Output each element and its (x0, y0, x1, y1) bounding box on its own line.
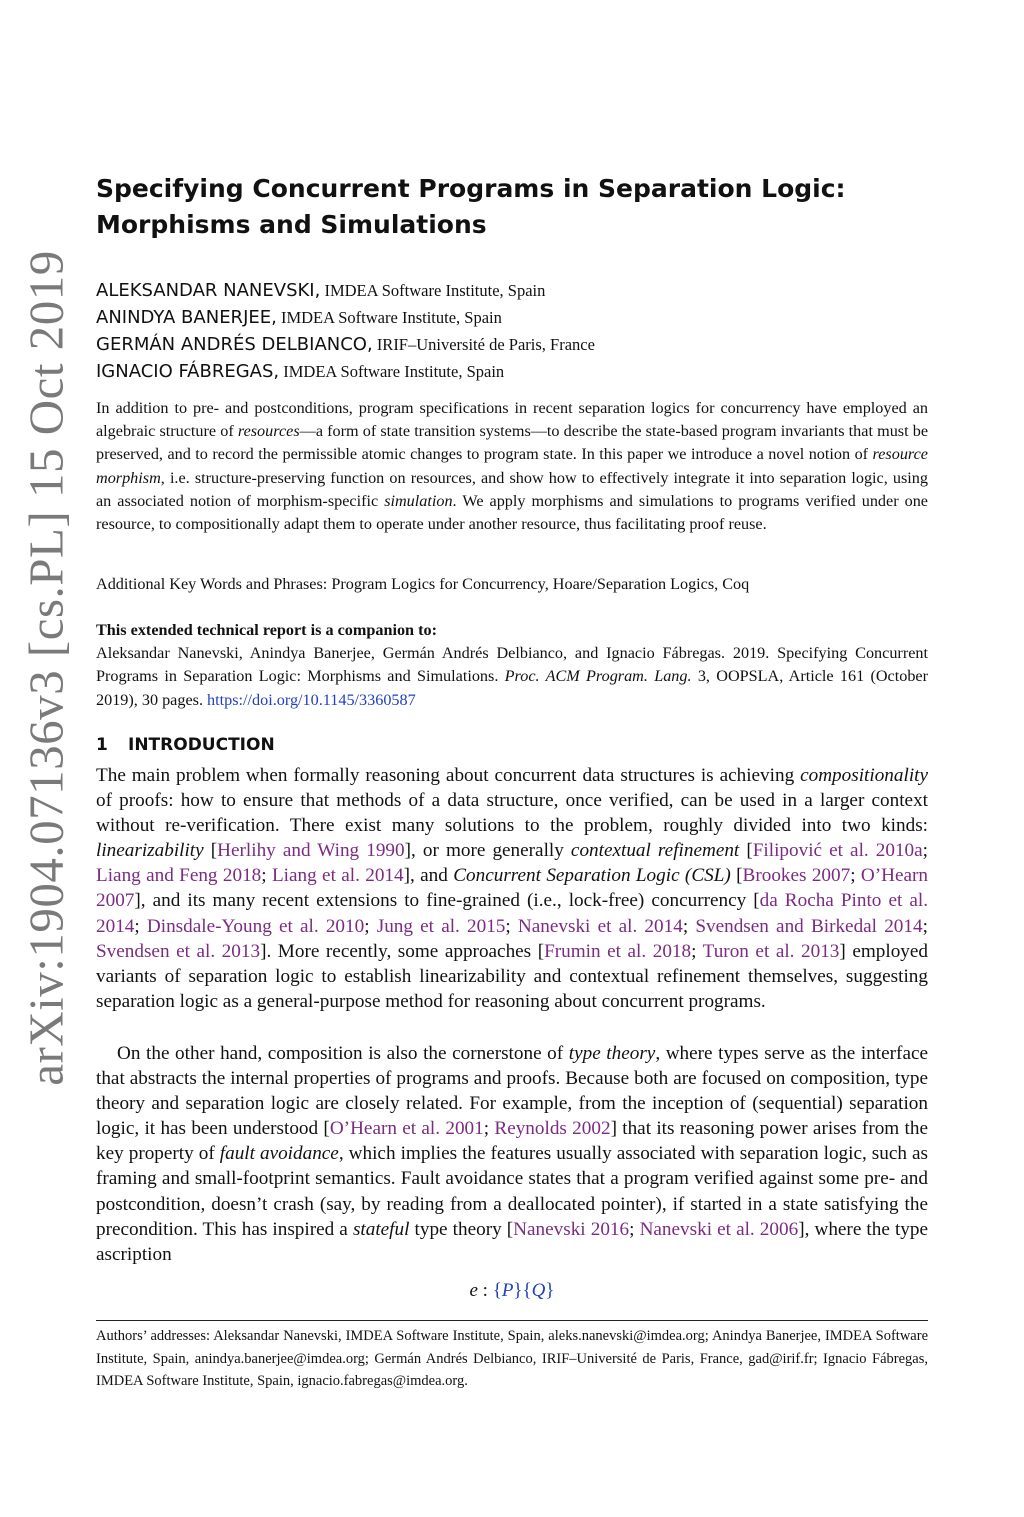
keywords: Additional Key Words and Phrases: Program Logics for Concurrency, Hoare/Separation Logics, Coq (96, 575, 750, 593)
author-entry (96, 304, 928, 331)
citation-separator: ; (850, 865, 861, 887)
footnote-divider (96, 1320, 928, 1321)
abstract-text: —a form of state transition systems—to describe the state-based program invariants that must be preserved, and to record the permissible atomic changes to program state. In this paper we introduce a novel notion of (96, 422, 929, 464)
intro-paragraph-1 (96, 763, 928, 1014)
paragraph-emphasis: contextual refinement (570, 840, 740, 862)
paragraph-text: , which implies the features usually associated with separation logic, such as framing and small-footprint semantics. Fault avoidance states that a program verified against some pre- and postcondition, doesn’t crash (say, by reading from a deallocated pointer), if started in a state satisfying the precondition. This has inspired a (96, 1143, 928, 1240)
intro-paragraph-2 (96, 1041, 928, 1267)
citation-link[interactable]: Nanevski et al. 2014 (517, 915, 683, 937)
author-name: ANINDYA BANERJEE, (96, 307, 277, 328)
type-ascription-equation (96, 1280, 928, 1302)
citation-separator: ; (505, 915, 518, 937)
paragraph-emphasis: type theory (568, 1043, 656, 1064)
companion-text: 3, OOPSLA, Article 161 (October 2019), 30 pages. (96, 667, 928, 709)
author-affiliation: IRIF–Université de Paris, France (372, 335, 595, 354)
citation-separator: ; (629, 1218, 640, 1240)
equation-brace: { (522, 1280, 532, 1301)
equation-precondition: P (501, 1280, 514, 1301)
citation-separator: ; (364, 915, 377, 937)
paragraph-emphasis: compositionality (800, 765, 928, 786)
section-heading (96, 733, 928, 757)
arxiv-sidebar (0, 0, 90, 1517)
equation-brace: } (513, 1280, 523, 1301)
doi-link[interactable]: https://doi.org/10.1145/3360587 (207, 690, 416, 709)
paragraph-text: ], where the type ascription (96, 1218, 929, 1265)
citation-link[interactable]: Herlihy and Wing 1990 (217, 840, 405, 862)
citation-link[interactable]: da Rocha Pinto et al. 2014 (96, 890, 929, 937)
citation-link[interactable]: Liang and Feng 2018 (96, 865, 262, 887)
abstract (96, 397, 928, 536)
citation-link[interactable]: Frumin et al. 2018 (544, 940, 692, 962)
paragraph-text: The main problem when formally reasoning about concurrent data structures is achieving (96, 765, 801, 786)
paragraph-text: ] employed variants of separation logic to establish linearizability and contextual refinement themselves, suggesting separation logic as a general-purpose method for reasoning about concurrent programs. (96, 940, 929, 1012)
citation-link[interactable]: Liang et al. 2014 (271, 865, 404, 887)
abstract-text: In addition to pre- and postconditions, program specifications in recent separation logics for concurrency have employed an algebraic structure of (96, 399, 928, 441)
author-affiliation: IMDEA Software Institute, Spain (276, 308, 502, 327)
title-line-2: Morphisms and Simulations (96, 210, 487, 239)
citation-separator: ; (922, 915, 928, 937)
paragraph-text: ], and its many recent extensions to fine-grained (i.e., lock-free) concurrency [ (134, 890, 760, 912)
paragraph-text: [ (730, 865, 743, 887)
citation-link[interactable]: Filipović et al. 2010a (752, 840, 923, 862)
abstract-text: . We apply morphisms and simulations to programs verified under one resource, to compositionally adapt them to operate under another resource, thus facilitating proof reuse. (96, 491, 928, 534)
citation-link[interactable]: O’Hearn et al. 2001 (329, 1118, 484, 1140)
equation-colon: : (477, 1280, 493, 1301)
citation-separator: ; (483, 1118, 495, 1140)
author-affiliation: IMDEA Software Institute, Spain (279, 362, 505, 381)
paragraph-text: , where types serve as the interface that abstracts the internal properties of programs and proofs. Because both are focused on composition, type theory and separation logic are closely related. For example, from the inception of (sequential) separation logic, it has been understood [ (96, 1043, 928, 1140)
citation-link[interactable]: Svendsen et al. 2013 (96, 940, 261, 962)
author-name: ALEKSANDAR NANEVSKI, (96, 280, 321, 301)
author-entry (96, 277, 928, 304)
equation-term: e (469, 1280, 478, 1301)
author-list (96, 277, 928, 385)
abstract-text: , i.e. structure-preserving function on resources, and show how to effectively integrate it into separation logic, using an associated notion of morphism-specific (96, 468, 928, 510)
citation-link[interactable]: O’Hearn 2007 (96, 865, 929, 912)
section-title: INTRODUCTION (128, 735, 275, 755)
equation-brace: } (545, 1280, 555, 1301)
paragraph-text: ] that its reasoning power arises from the key property of (96, 1118, 928, 1165)
paragraph-text: [ (739, 840, 753, 862)
authors-addresses-footnote: Authors’ addresses: Aleksandar Nanevski, IMDEA Software Institute, Spain, aleks.nanevski@imdea.org; Anindya Banerjee, IMDEA Software Institute, Spain, anindya.banerjee@imdea.org; Germán Andrés Delbianco, IRIF–Université de Paris, France, gad@irif.fr; Ignacio Fábregas, IMDEA Software Institute, Spain, ignacio.fabregas@imdea.org. (96, 1328, 928, 1389)
author-entry (96, 331, 928, 358)
citation-separator: ; (261, 865, 272, 887)
abstract-emphasis: simulation (384, 491, 453, 510)
abstract-emphasis: resource morphism (96, 445, 928, 487)
citation-separator: ; (922, 840, 929, 862)
arxiv-identifier: arXiv:1904.07136v3 [cs.PL] 15 Oct 2019 (18, 250, 74, 1086)
citation-link[interactable]: Svendsen and Birkedal 2014 (695, 915, 923, 937)
citation-link[interactable]: Dinsdale-Young et al. 2010 (146, 915, 365, 937)
abstract-emphasis: resources (237, 422, 300, 441)
citation-link[interactable]: Jung et al. 2015 (376, 915, 506, 937)
author-affiliation: IMDEA Software Institute, Spain (320, 281, 546, 300)
paragraph-emphasis: fault avoidance (219, 1143, 339, 1165)
author-entry (96, 358, 928, 385)
citation-link[interactable]: Reynolds 2002 (494, 1118, 611, 1140)
paragraph-emphasis: Concurrent Separation Logic (CSL) (453, 865, 731, 887)
paper-title (96, 171, 928, 243)
companion-text: Aleksandar Nanevski, Anindya Banerjee, Germán Andrés Delbianco, and Ignacio Fábregas. 2019. Specifying Concurrent Programs in Separation Logic: Morphisms and Simulations. (96, 644, 928, 686)
paragraph-text: [ (203, 840, 218, 862)
paragraph-text: ], or more generally (404, 840, 571, 862)
citation-link[interactable]: Brookes 2007 (742, 865, 851, 887)
companion-venue: Proc. ACM Program. Lang. (504, 667, 692, 686)
paragraph-text: ]. More recently, some approaches [ (260, 940, 545, 962)
companion-heading: This extended technical report is a companion to: (96, 621, 437, 639)
author-name: IGNACIO FÁBREGAS, (96, 361, 280, 382)
paragraph-text: of proofs: how to ensure that methods of a data structure, once verified, can be used in a larger context without re-verification. There exist many solutions to the problem, roughly divided into two kinds: (96, 790, 928, 837)
citation-separator: ; (691, 940, 703, 962)
paragraph-text: type theory [ (409, 1218, 514, 1240)
citation-separator: ; (134, 915, 147, 937)
equation-postcondition: Q (531, 1280, 546, 1301)
paragraph-emphasis: linearizability (96, 840, 204, 862)
citation-separator: ; (682, 915, 696, 937)
companion-note (96, 619, 928, 712)
paragraph-text: On the other hand, composition is also the cornerstone of (117, 1043, 569, 1064)
citation-link[interactable]: Nanevski 2016 (513, 1218, 630, 1240)
section-number: 1 (96, 735, 108, 755)
paragraph-text: ], and (403, 865, 454, 887)
citation-link[interactable]: Nanevski et al. 2006 (639, 1218, 799, 1240)
equation-brace: { (492, 1280, 502, 1301)
paragraph-emphasis: stateful (352, 1218, 410, 1240)
title-line-1: Specifying Concurrent Programs in Separation Logic: (96, 174, 846, 203)
citation-link[interactable]: Turon et al. 2013 (702, 940, 840, 962)
author-name: GERMÁN ANDRÉS DELBIANCO, (96, 334, 373, 355)
